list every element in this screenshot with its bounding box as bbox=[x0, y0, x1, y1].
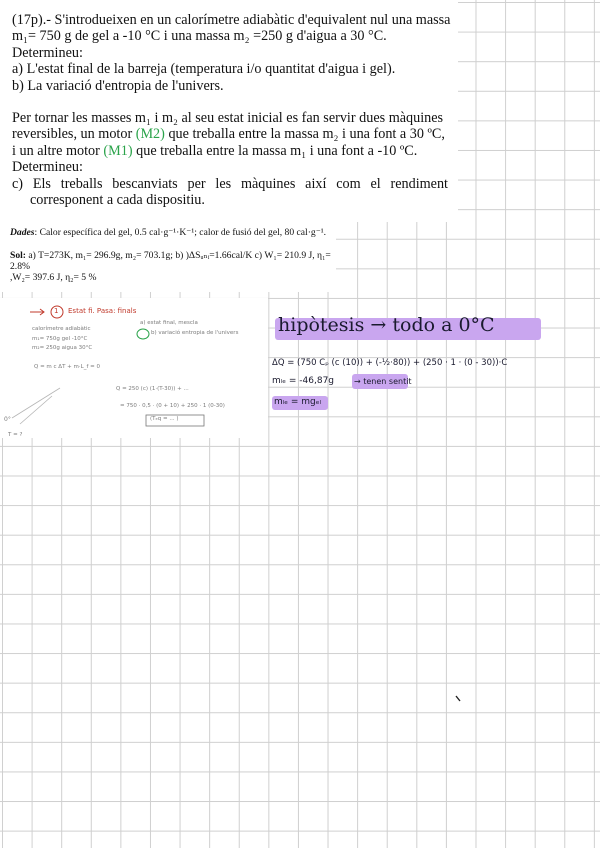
mass-result: mₗₑ = -46,87g bbox=[272, 376, 335, 386]
text-segment: reversibles, un motor bbox=[12, 126, 136, 143]
solution-label: Sol: bbox=[10, 250, 26, 261]
data-line bbox=[10, 227, 336, 238]
problem-line: Determineu: bbox=[12, 44, 83, 61]
note-text: calorímetre adiabàtic bbox=[32, 326, 91, 332]
data-box bbox=[0, 222, 336, 292]
question-c: c) Els treballs bescanviats per les màquines així com el rendiment bbox=[12, 175, 448, 192]
sense-note: → tenen sentit bbox=[354, 377, 412, 386]
pen-mark bbox=[455, 695, 465, 705]
note-title: Estat fi. Pasa: finals bbox=[68, 307, 137, 315]
note-equation: = 750 · 0,5 · (0 + 10) + 250 · 1 (0-30) bbox=[120, 403, 225, 409]
problem-line bbox=[12, 143, 458, 159]
data-label: Dades bbox=[10, 227, 35, 238]
text-segment: que treballa entre la massa m₁ i una font a -10 ºC. bbox=[132, 142, 418, 159]
note-equation: (Tₑq = ... ) bbox=[150, 416, 179, 422]
note-text: m₂= 250g aigua 30°C bbox=[32, 345, 93, 351]
solution-line bbox=[10, 250, 336, 272]
problem-line: (17p).- S'introdueixen en un calorímetre adiabàtic d'equivalent nul una massa bbox=[12, 12, 451, 28]
problem-line: Determineu: bbox=[12, 159, 83, 176]
energy-balance-equation: ΔQ = (750 Cₚ (c (10)) + (-½·80)) + (250 · 1 · (0 - 30))·C bbox=[272, 358, 508, 368]
note-text: b) variació entropia de l'univers bbox=[151, 330, 239, 336]
motor-m1-label: (M1) bbox=[103, 142, 133, 159]
note-equation: Q = m c ΔT + m·L_f = 0 bbox=[34, 364, 100, 370]
text-segment: i un altre motor bbox=[12, 142, 104, 159]
mass-relation: mₗₑ = mgₑₗ bbox=[274, 397, 322, 407]
problem-line bbox=[12, 126, 458, 142]
motor-m2-label: (M2) bbox=[135, 126, 165, 143]
solution-line-2: ,W₂= 397.6 J, η₂= 5 % bbox=[10, 272, 97, 283]
note-text: 0° bbox=[4, 416, 11, 423]
problem-line: m₁= 750 g de gel a -10 °C i una massa m₂ =250 g d'aigua a 30 °C. bbox=[12, 28, 387, 45]
data-text: : Calor específica del gel, 0.5 cal·g⁻¹·K⁻¹; calor de fusió del gel, 80 cal·g⁻¹. bbox=[34, 227, 327, 238]
hypothesis-text: hipòtesis → todo a 0°C bbox=[278, 314, 495, 336]
text-segment: que treballa entre la massa m₂ i una font a 30 ºC, bbox=[164, 126, 445, 143]
question-a: a) L'estat final de la barreja (temperatura i/o quantitat d'aigua i gel). bbox=[12, 61, 396, 78]
note-equation: Q = 250 (c) (1·(T-30)) + ... bbox=[116, 386, 189, 392]
note-text: a) estat final, mescla bbox=[140, 320, 198, 326]
problem-statement bbox=[0, 0, 458, 222]
solution-text: a) T=273K, m₁= 296.9g, m₂= 703.1g; b) )ΔSᵤₙᵢ=1.66cal/K c) W₁= 210.9 J, η₁= 2.8% bbox=[10, 250, 331, 272]
problem-line: Per tornar les masses m₁ i m₂ al seu estat inicial es fan servir dues màquines bbox=[12, 110, 444, 127]
question-c-cont: corresponent a cada dispositiu. bbox=[30, 192, 205, 209]
notes-panel bbox=[0, 298, 268, 438]
note-text: T = ? bbox=[8, 432, 23, 438]
note-text: m₁= 750g gel -10°C bbox=[32, 336, 88, 342]
question-b: b) La variació d'entropia de l'univers. bbox=[12, 77, 224, 94]
note-number: 1 bbox=[54, 307, 59, 315]
